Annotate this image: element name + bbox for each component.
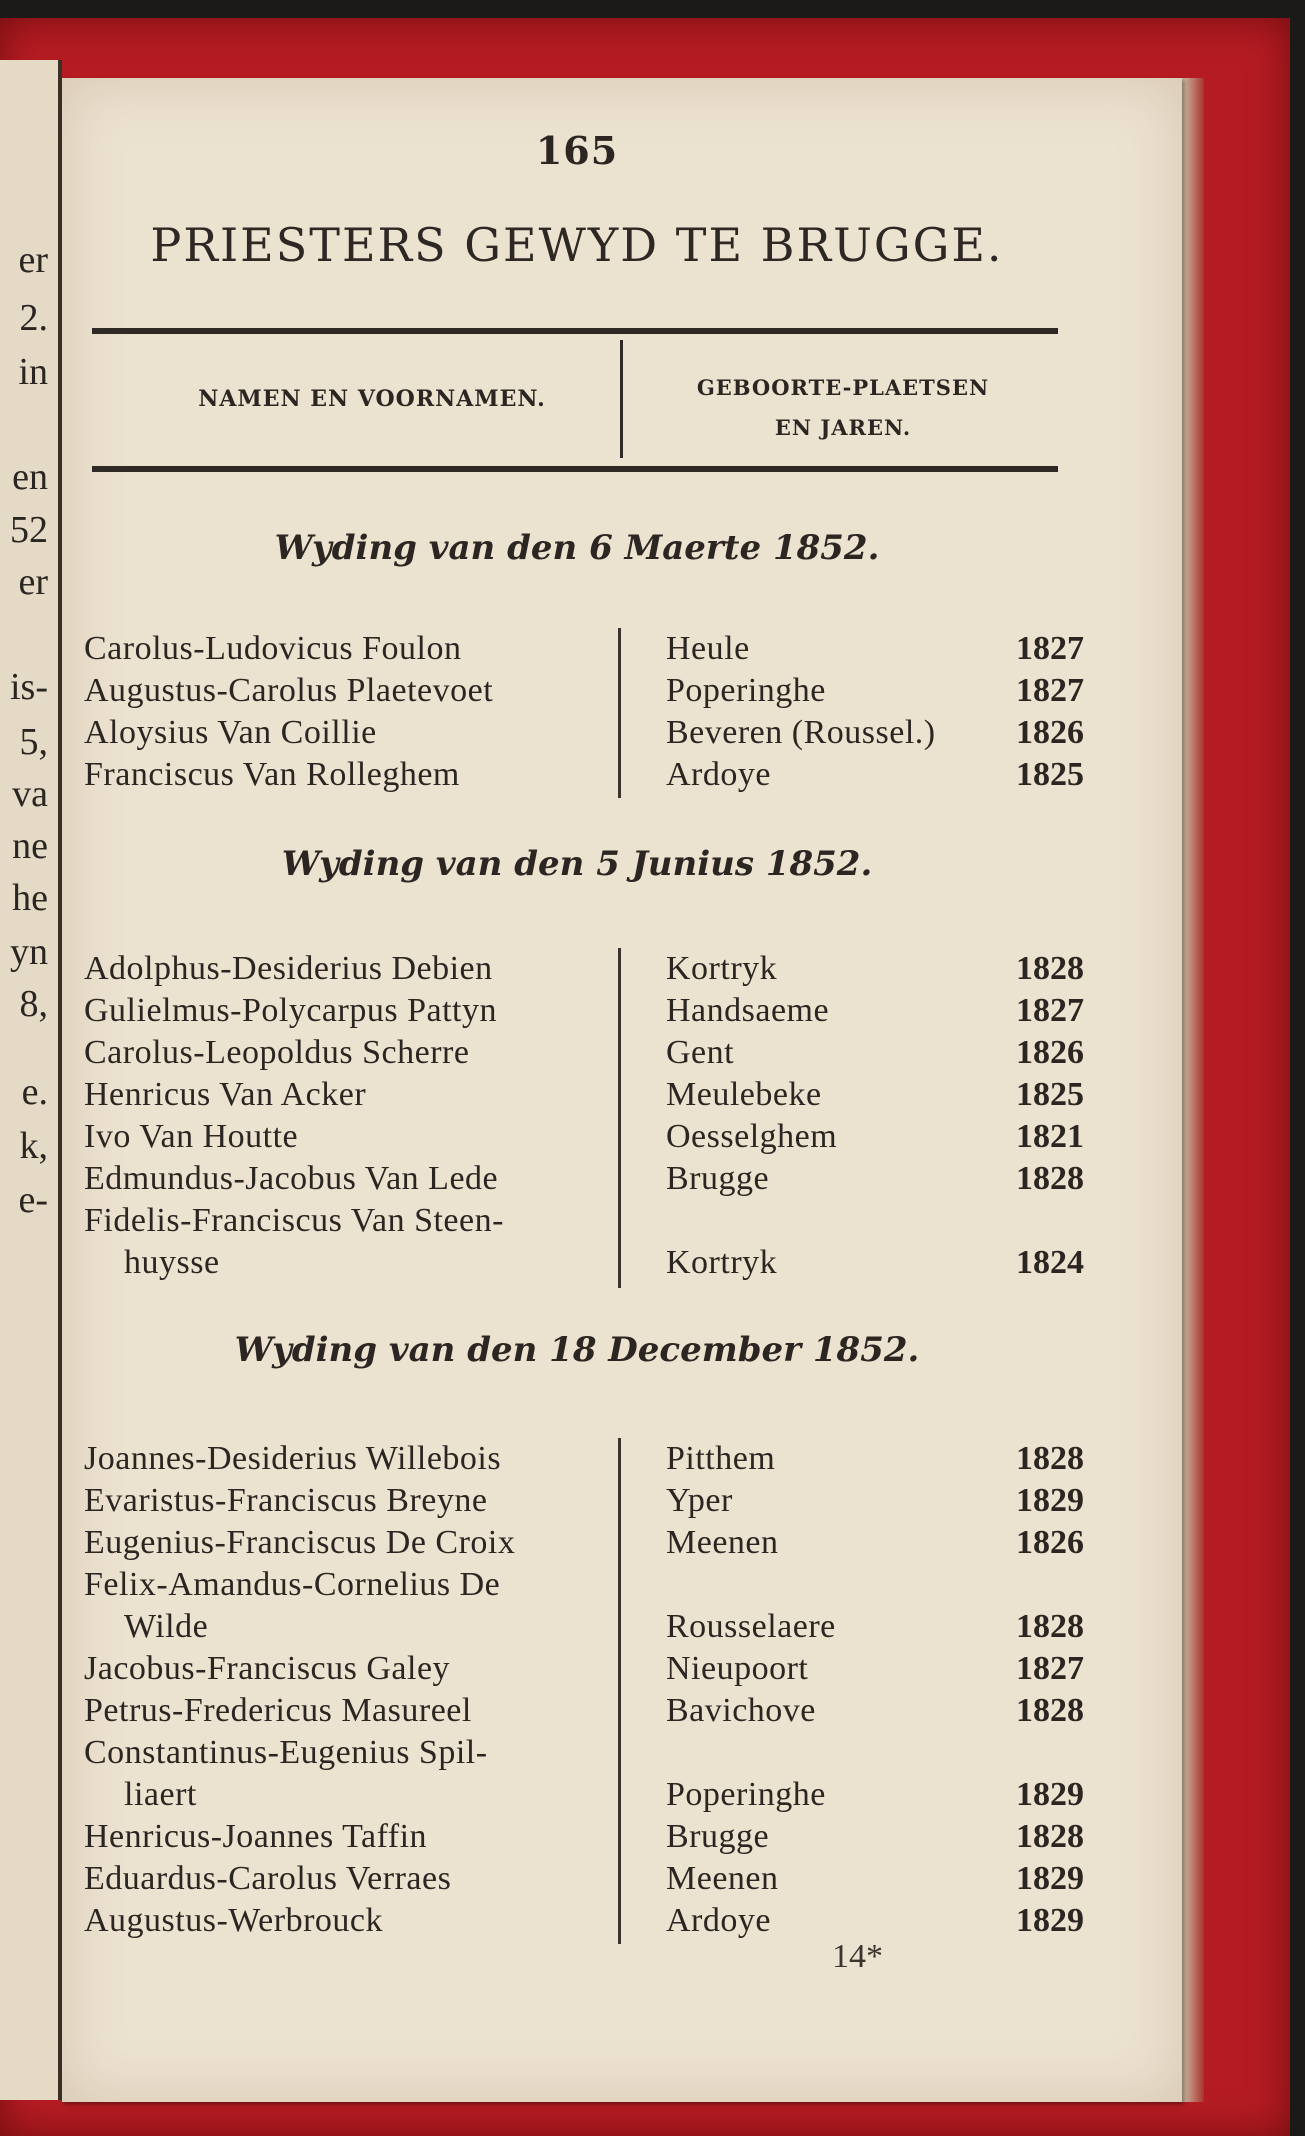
left-page-fragment: e- <box>18 1179 48 1221</box>
birth-year: 1829 <box>1016 1860 1084 1897</box>
priest-name: Joannes-Desiderius Willebois <box>84 1440 502 1477</box>
priest-name: Adolphus-Desiderius Debien <box>84 950 493 987</box>
birth-year: 1825 <box>1016 756 1084 793</box>
book-page <box>62 78 1182 2102</box>
list-item <box>84 948 1084 990</box>
birth-place: Bavichove <box>666 1692 816 1729</box>
left-page-fragment: va <box>12 773 48 815</box>
birth-place: Meenen <box>666 1860 779 1897</box>
priest-name: Aloysius Van Coillie <box>84 714 377 751</box>
priest-name: Eduardus-Carolus Verraes <box>84 1860 452 1897</box>
birth-place: Rousselaere <box>666 1608 836 1645</box>
birth-place: Yper <box>666 1482 733 1519</box>
section-heading: Wyding van den 18 December 1852. <box>234 1330 920 1370</box>
birth-year: 1828 <box>1016 1692 1084 1729</box>
birth-place: Ardoye <box>666 1902 771 1939</box>
priest-name: Petrus-Fredericus Masureel <box>84 1692 472 1729</box>
list-item <box>84 712 1084 754</box>
left-page-fragment: e. <box>21 1071 48 1113</box>
birth-place: Beveren (Roussel.) <box>666 714 936 751</box>
birth-year: 1828 <box>1016 1160 1084 1197</box>
birth-year: 1829 <box>1016 1776 1084 1813</box>
list-item <box>84 754 1084 796</box>
names-column-header: NAMEN EN VOORNAMEN. <box>198 386 546 412</box>
page-edge <box>1182 78 1204 2102</box>
header-rule-top <box>92 328 1058 334</box>
list-item <box>84 1116 1084 1158</box>
priest-name: Gulielmus-Polycarpus Pattyn <box>84 992 497 1029</box>
list-item <box>84 1200 1084 1284</box>
page-number: 165 <box>535 128 619 173</box>
birth-place: Nieupoort <box>666 1650 809 1687</box>
birth-place: Pitthem <box>666 1440 776 1477</box>
birth-place: Oesselghem <box>666 1118 838 1155</box>
list-item <box>84 990 1084 1032</box>
header-divider <box>620 340 623 458</box>
left-page-fragment: er <box>18 561 48 603</box>
birth-year: 1828 <box>1016 1608 1084 1645</box>
list-item <box>84 1858 1084 1900</box>
list-item <box>84 1900 1084 1942</box>
list-item <box>84 1438 1084 1480</box>
page-title: PRIESTERS GEWYD TE BRUGGE. <box>150 218 1004 272</box>
left-page-fragment: er <box>18 239 48 281</box>
list-item <box>84 1480 1084 1522</box>
section-heading: Wyding van den 6 Maerte 1852. <box>274 528 880 568</box>
priest-name-continuation: Wilde <box>124 1608 209 1645</box>
birth-place: Meulebeke <box>666 1076 822 1113</box>
list-item <box>84 1032 1084 1074</box>
left-page-edge <box>0 60 62 2100</box>
birth-year: 1829 <box>1016 1902 1084 1939</box>
priest-name: Constantinus-Eugenius Spil- <box>84 1734 488 1771</box>
birth-year: 1826 <box>1016 1034 1084 1071</box>
birth-place: Brugge <box>666 1818 770 1855</box>
priest-name: Carolus-Leopoldus Scherre <box>84 1034 470 1071</box>
left-page-fragment: is- <box>10 666 48 708</box>
birth-year: 1828 <box>1016 1818 1084 1855</box>
birth-year: 1827 <box>1016 672 1084 709</box>
birth-place: Gent <box>666 1034 735 1071</box>
places-header-line-2: EN JAREN. <box>774 415 912 440</box>
birth-year: 1821 <box>1016 1118 1084 1155</box>
birth-year: 1827 <box>1016 630 1084 667</box>
places-column-header <box>628 368 1058 448</box>
priest-name: Evaristus-Franciscus Breyne <box>84 1482 488 1519</box>
priest-name: Eugenius-Franciscus De Croix <box>84 1524 516 1561</box>
birth-place: Heule <box>666 630 750 667</box>
list-item <box>84 1648 1084 1690</box>
list-item <box>84 1564 1084 1648</box>
list-item <box>84 1158 1084 1200</box>
priest-name-continuation: liaert <box>124 1776 197 1813</box>
priest-name: Henricus-Joannes Taffin <box>84 1818 428 1855</box>
birth-place: Kortryk <box>666 1244 778 1281</box>
birth-year: 1829 <box>1016 1482 1084 1519</box>
birth-year: 1827 <box>1016 1650 1084 1687</box>
birth-year: 1827 <box>1016 992 1084 1029</box>
priest-name: Henricus Van Acker <box>84 1076 367 1113</box>
left-page-fragment: ne <box>12 825 48 867</box>
left-page-fragment: en <box>12 456 48 498</box>
priest-name: Edmundus-Jacobus Van Lede <box>84 1160 499 1197</box>
birth-place: Kortryk <box>666 950 778 987</box>
birth-year: 1828 <box>1016 1440 1084 1477</box>
list-item <box>84 628 1084 670</box>
priest-name: Augustus-Werbrouck <box>84 1902 383 1939</box>
list-item <box>84 1732 1084 1816</box>
left-page-fragment: 5, <box>19 721 48 763</box>
priest-name: Franciscus Van Rolleghem <box>84 756 460 793</box>
priest-name: Augustus-Carolus Plaetevoet <box>84 672 494 709</box>
birth-place: Handsaeme <box>666 992 830 1029</box>
left-page-fragment: yn <box>10 931 48 973</box>
priest-name-continuation: huysse <box>124 1244 220 1281</box>
birth-year: 1828 <box>1016 950 1084 987</box>
birth-year: 1824 <box>1016 1244 1084 1281</box>
left-page-fragment: 52 <box>10 509 48 551</box>
priest-name: Jacobus-Franciscus Galey <box>84 1650 451 1687</box>
left-page-fragment: 8, <box>19 983 48 1025</box>
left-page-fragment: in <box>18 351 48 393</box>
birth-place: Poperinghe <box>666 1776 826 1813</box>
list-item <box>84 1522 1084 1564</box>
list-item <box>84 670 1084 712</box>
birth-year: 1826 <box>1016 714 1084 751</box>
list-item <box>84 1074 1084 1116</box>
left-page-fragment: k, <box>19 1125 48 1167</box>
priest-name: Ivo Van Houtte <box>84 1118 299 1155</box>
priest-name: Carolus-Ludovicus Foulon <box>84 630 462 667</box>
birth-place: Ardoye <box>666 756 771 793</box>
priest-name: Fidelis-Franciscus Van Steen- <box>84 1202 504 1239</box>
priest-name: Felix-Amandus-Cornelius De <box>84 1566 501 1603</box>
left-page-fragment: he <box>12 877 48 919</box>
birth-place: Meenen <box>666 1524 779 1561</box>
list-item <box>84 1816 1084 1858</box>
birth-place: Brugge <box>666 1160 770 1197</box>
signature-mark: 14* <box>832 1938 883 1975</box>
list-item <box>84 1690 1084 1732</box>
birth-place: Poperinghe <box>666 672 826 709</box>
places-header-line-1: GEBOORTE-PLAETSEN <box>696 375 990 400</box>
section-heading: Wyding van den 5 Junius 1852. <box>281 844 873 884</box>
birth-year: 1826 <box>1016 1524 1084 1561</box>
header-rule-bottom <box>92 466 1058 472</box>
birth-year: 1825 <box>1016 1076 1084 1113</box>
left-page-fragment: 2. <box>19 297 48 339</box>
